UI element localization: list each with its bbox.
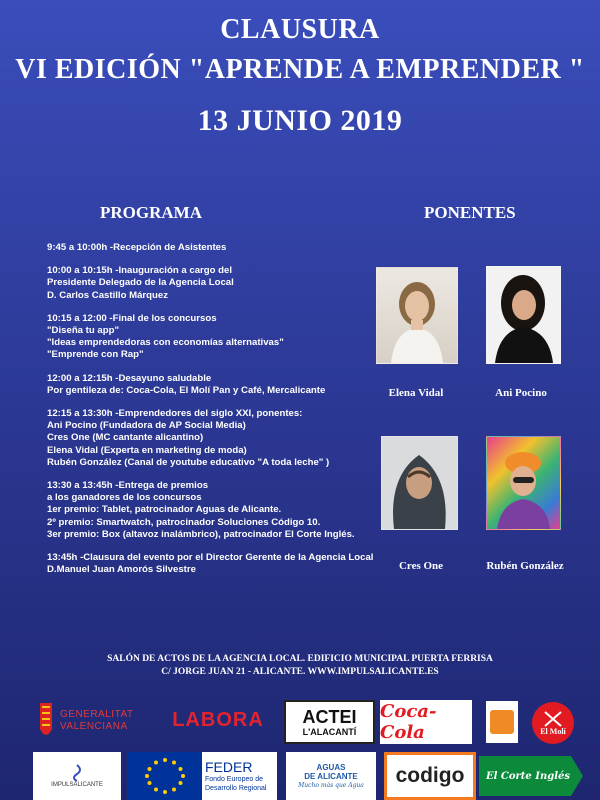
el-corte-ingles-logo	[479, 752, 585, 800]
windmill-icon	[544, 711, 562, 727]
event-subtitle: VI EDICIÓN "APRENDE A EMPRENDER "	[15, 54, 585, 85]
programa-line: 10:15 a 12:00 -Final de los concursos	[47, 312, 217, 324]
programa-line: 13:30 a 13:45h -Entrega de premios	[47, 480, 209, 492]
programa-line: a los ganadores de los concursos	[47, 492, 202, 504]
event-date: 13 JUNIO 2019	[197, 104, 403, 137]
generalitat-text-1: GENERALITAT	[60, 709, 134, 720]
programa-heading: PROGRAMA	[100, 203, 202, 222]
feder-logo	[202, 752, 277, 800]
photo-ani-pocino	[486, 266, 561, 364]
speaker-name-ruben-gonzalez: Rubén González	[486, 560, 564, 572]
programa-block	[47, 313, 377, 362]
labora-text: LABORA	[172, 708, 264, 731]
programa-line: Presidente Delegado de la Agencia Local	[47, 277, 234, 289]
programa-block	[47, 408, 377, 469]
generalitat-logo	[38, 700, 150, 742]
programa-line: 2º premio: Smartwatch, patrocinador Soluciones Código 10.	[47, 516, 321, 528]
programa-line: 12:15 a 13:30h -Emprendedores del siglo XXI, ponentes:	[47, 408, 303, 420]
programa-block	[47, 265, 377, 302]
feder-subtext-1: Fondo Europeo de	[205, 775, 263, 783]
feder-text: FEDER	[205, 758, 253, 775]
speaker-name-ani-pocino: Ani Pocino	[495, 387, 547, 399]
aguas-text-2: DE ALICANTE	[304, 772, 358, 781]
programa-line: 9:45 a 10:00h -Recepción de Asistentes	[47, 242, 227, 253]
actei-logo	[284, 700, 375, 744]
programa-line: Por gentileza de: Coca-Cola, El Molí Pan y Café, Mercalicante	[47, 384, 326, 396]
el-moli-logo	[532, 702, 574, 744]
programa-line: 1er premio: Tablet, patrocinador Aguas de Alicante.	[47, 504, 282, 516]
mercalicante-mark-icon	[490, 710, 514, 734]
coca-cola-text: Coca-Cola	[380, 701, 437, 743]
programa-line: "Diseña tu app"	[47, 325, 119, 337]
impulsalicante-logo	[33, 752, 121, 800]
venue-line: SALÓN DE ACTOS DE LA AGENCIA LOCAL. EDIFICIO MUNICIPAL PUERTA FERRISA	[107, 654, 493, 664]
event-title-clausura: CLAUSURA	[220, 14, 380, 45]
actei-subtext: L'ALACANTÍ	[302, 726, 357, 737]
mercalicante-logo	[486, 701, 518, 743]
programa-line: 10:00 a 10:15h -Inauguración a cargo del	[47, 265, 233, 277]
aguas-de-alicante-logo	[286, 752, 376, 800]
speaker-name-elena-vidal: Elena Vidal	[388, 387, 444, 399]
feder-subtext-2: Desarrollo Regional	[205, 784, 267, 792]
programa-block	[47, 480, 377, 541]
generalitat-text-2: VALENCIANA	[60, 721, 128, 732]
eu-stars-icon	[143, 756, 187, 796]
programa-line: Cres One (MC cantante alicantino)	[47, 432, 204, 444]
programa-list	[47, 242, 377, 587]
el-moli-text: El Molí	[540, 726, 566, 736]
ponentes-heading: PONENTES	[424, 203, 516, 222]
labora-logo	[168, 702, 268, 738]
impulsalicante-mark-icon	[69, 764, 85, 782]
programa-line: "Emprende con Rap"	[47, 349, 144, 361]
photo-elena-vidal	[376, 267, 458, 364]
actei-text: ACTEI	[302, 706, 357, 727]
el-corte-ingles-text: El Corte Inglés	[486, 770, 570, 782]
programa-line: 3er premio: Box (altavoz inalámbrico), patrocinador El Corte Inglés.	[47, 528, 355, 540]
eu-flag-logo	[127, 752, 202, 800]
codigo-logo	[384, 752, 476, 800]
coca-cola-logo	[380, 700, 472, 744]
programa-block	[47, 242, 377, 254]
photo-cres-one	[381, 436, 458, 530]
programa-line: 13:45h -Clausura del evento por el Director Gerente de la Agencia Local	[47, 552, 374, 564]
programa-block	[47, 373, 377, 397]
aguas-text-1: AGUAS	[316, 763, 346, 772]
speaker-name-cres-one: Cres One	[398, 560, 444, 572]
programa-line: D. Carlos Castillo Márquez	[47, 289, 169, 301]
programa-line: Ani Pocino (Fundadora de AP Social Media)	[47, 420, 246, 432]
codigo-text: codigo	[395, 764, 465, 787]
programa-line: Elena Vidal (Experta en marketing de moda)	[47, 444, 247, 456]
programa-line: "Ideas emprendedoras con economías alternativas"	[47, 337, 284, 349]
programa-block	[47, 552, 377, 576]
programa-line: D.Manuel Juan Amorós Silvestre	[47, 564, 196, 576]
aguas-tagline: Mucho más que Agua	[298, 782, 364, 789]
programa-line: 12:00 a 12:15h -Desayuno saludable	[47, 372, 212, 384]
address-line: C/ JORGE JUAN 21 - ALICANTE. WWW.IMPULSALICANTE.ES	[161, 667, 439, 677]
photo-ruben-gonzalez	[486, 436, 561, 530]
programa-line: Rubén González (Canal de youtube educativo "A toda leche" )	[47, 456, 330, 468]
impulsalicante-text: IMPULSALICANTE	[51, 782, 103, 788]
